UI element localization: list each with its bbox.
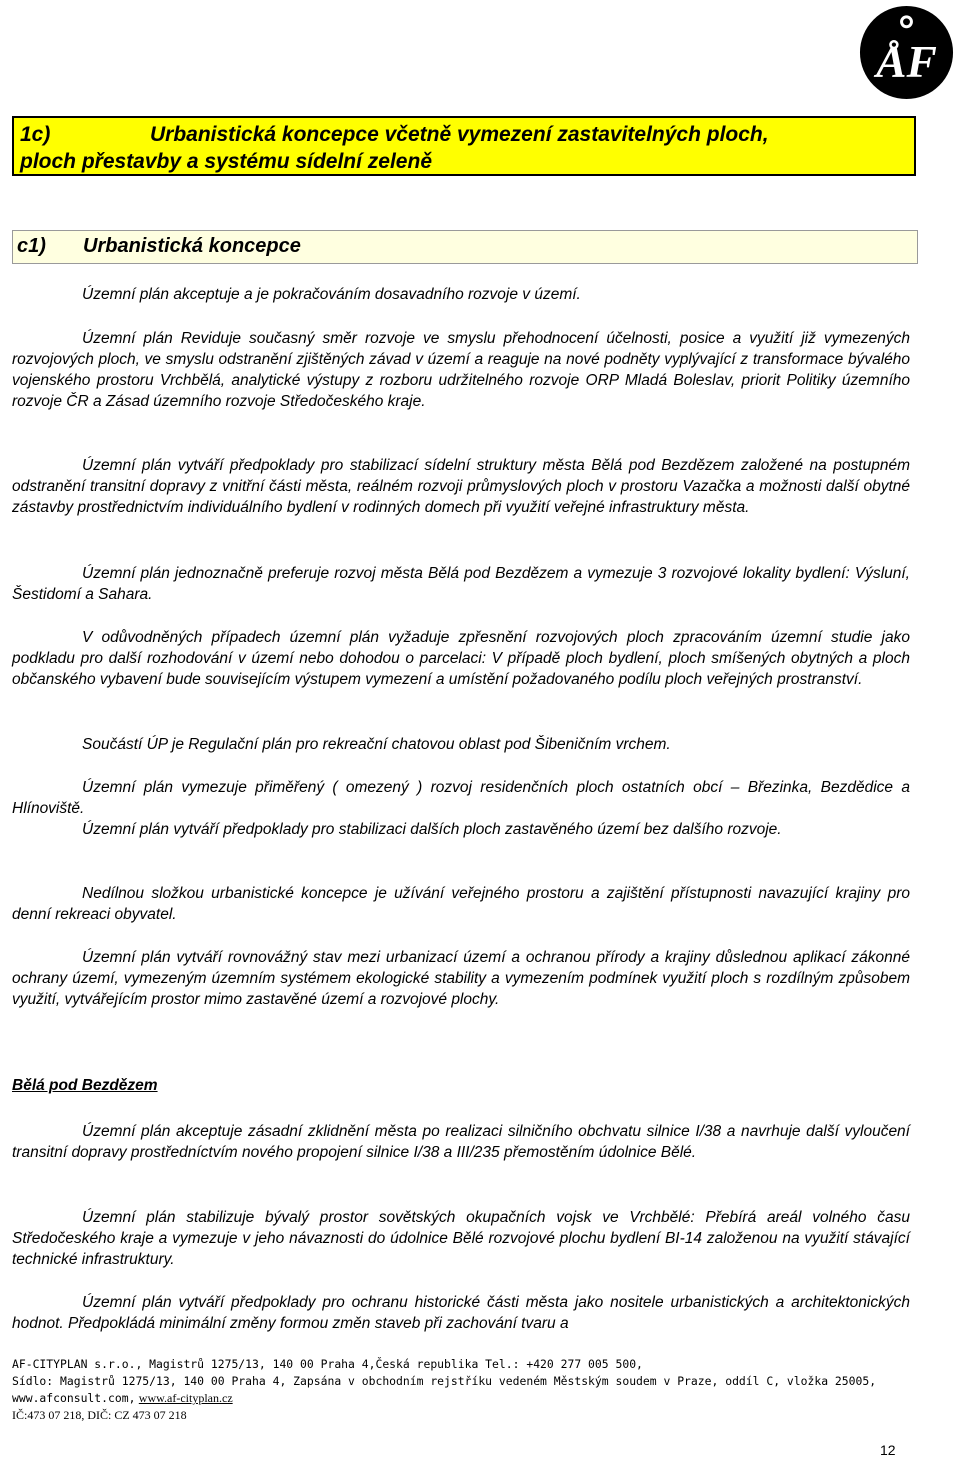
paragraph-6: Součástí ÚP je Regulační plán pro rekreační chatovou oblast pod Šibeničním vrchem. [82,736,671,753]
af-logo [857,3,956,102]
paragraph-13: Územní plán vytváří předpoklady pro ochranu historické části města jako nositele urbanistických a architektonických hodnot. Předpokládá minimální změny formou změn staveb při zachování tvaru a [12,1294,910,1332]
footer-ids: IČ:473 07 218, DIČ: CZ 473 07 218 [12,1408,187,1422]
footer-web-2[interactable]: www.af-cityplan.cz [138,1391,233,1405]
paragraph-11: Územní plán akceptuje zásadní zklidnění města po realizaci silničního obchvatu silnice I/38 a navrhuje další vyloučení transitní dopravy prostředníctvím nového propojení silnice I/38 a III/235 přemostěním údolnice Bělé. [12,1123,910,1161]
footer-line-2: Sídlo: Magistrů 1275/13, 140 00 Praha 4, Zapsána v obchodním rejstříku vedeném Městským soudem v Praze, oddíl C, vložka 25005, [12,1374,877,1388]
page-number: 12 [880,1442,896,1458]
footer-web-1[interactable]: www.afconsult.com, [12,1391,136,1405]
paragraph-12: Územní plán stabilizuje bývalý prostor sovětských okupačních vojsk ve Vrchbělé: Přebírá areál volného času Středočeského kraje a vymezuje v jeho návaznosti do údolnice Bělé rozvojové plochu bydlení BI-14 založenou na využití stávající technické infrastruktury. [12,1209,910,1268]
paragraph-5: V odůvodněných případech územní plán vyžaduje zpřesnění rozvojových ploch zpracováním územní studie jako podkladu pro další rozhodování v území nebo dohodou o parcelaci: V případě ploch bydlení, ploch smíšených obytných a ploch občanského vybavení bude souvisejícím výstupem vymezení a umístění požadovaného podílu ploch veřejných prostranství. [12,629,910,688]
paragraph-2: Územní plán Reviduje současný směr rozvoje ve smyslu přehodnocení účelnosti, posice a využití již vymezených rozvojových ploch, ve smyslu odstranění zjištěných závad v území a reaguje na nové podněty vyplývající z transformace bývalého vojenského prostoru Vrchbělá, analytické výstupy z rozboru udržitelného rozvoje ORP Mladá Boleslav, priorit Politiky územního rozvoje ČR a Zásad územního rozvoje Středočeského kraje. [12,330,910,410]
subheading-number: c1) [17,235,46,257]
section-heading-c1 [12,230,918,264]
section-heading-1c [12,116,916,176]
footer-line-1: AF-CITYPLAN s.r.o., Magistrů 1275/13, 140 00 Praha 4,Česká republika Tel.: +420 277 005 500, [12,1357,643,1371]
paragraph-8: Územní plán vytváří předpoklady pro stabilizaci dalších ploch zastavěného území bez dalšího rozvoje. [82,821,782,838]
paragraph-10: Územní plán vytváří rovnovážný stav mezi urbanizací území a ochranou přírody a krajiny důslednou aplikací zákonné ochrany území, vymezeným územním systémem ekologické stability a vymezením podmínek využití ploch s rozdílným způsobem využití, vytvářejícím prostor mimo zastavěné území a rozvojové plochy. [12,949,910,1008]
paragraph-3: Územní plán vytváří předpoklady pro stabilizací sídelní struktury města Bělá pod Bezdězem založené na postupném odstranění transitní dopravy z vnitřní části města, reálném rozvoji průmyslových ploch v prostoru Vazačka a možnosti další obytné zástavby prostřednictvím individuálního bydlení v rodinných domech při využití veřejné infrastruktury města. [12,457,910,516]
heading-line2: ploch přestavby a systému sídelní zeleně [20,150,432,173]
af-logo-letters: ÅF [876,36,937,88]
subsection-title: Bělá pod Bezdězem [12,1077,158,1094]
heading-line1: Urbanistická koncepce včetně vymezení zastavitelných ploch, [150,123,769,146]
heading-number: 1c) [20,123,51,146]
paragraph-7: Územní plán vymezuje přiměřený ( omezený ) rozvoj residenčních ploch ostatních obcí – Březinka, Bezdědice a Hlínoviště. [12,779,910,817]
page-footer [12,1356,942,1424]
paragraph-4: Územní plán jednoznačně preferuje rozvoj města Bělá pod Bezdězem a vymezuje 3 rozvojové lokality bydlení: Výsluní, Šestidomí a Sahara. [12,565,910,603]
subheading-title: Urbanistická koncepce [83,235,301,257]
paragraph-9: Nedílnou složkou urbanistické koncepce je užívání veřejného prostoru a zajištění přístupnosti navazující krajiny pro denní rekreaci obyvatel. [12,885,910,923]
paragraph-1: Územní plán akceptuje a je pokračováním dosavadního rozvoje v území. [82,286,581,303]
